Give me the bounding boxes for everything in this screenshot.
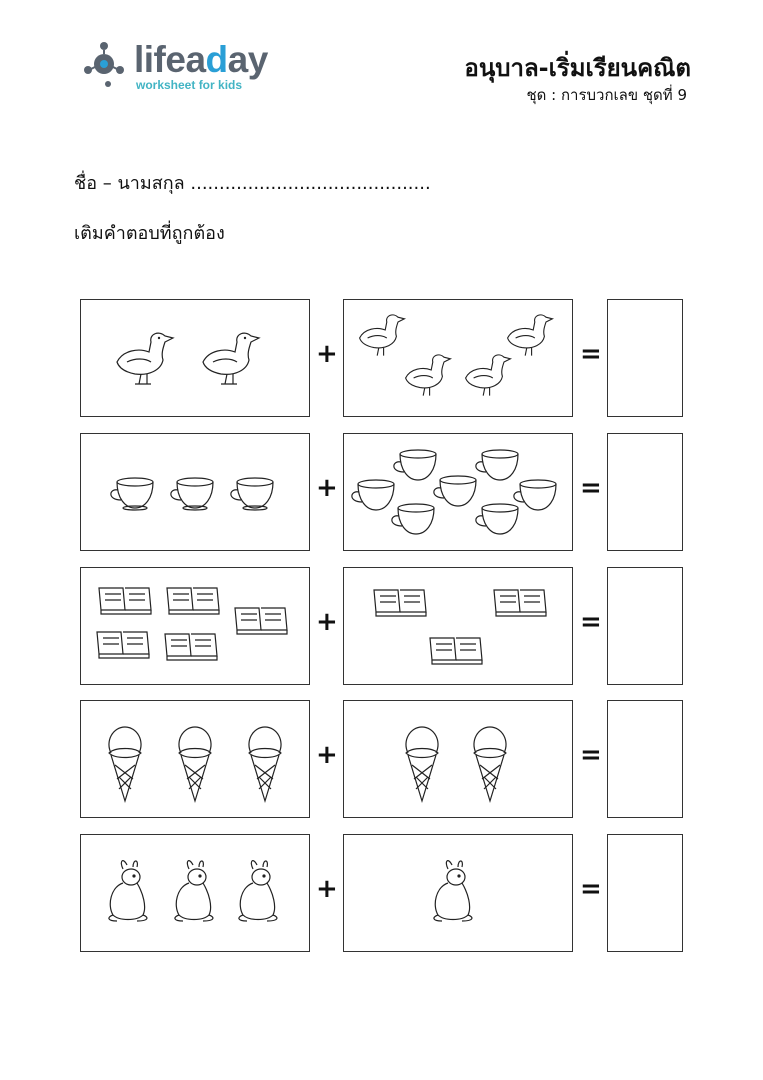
duck-icon — [466, 355, 511, 396]
problem-row — [80, 433, 684, 551]
equals-sign: = — [580, 473, 602, 503]
worksheet-title: อนุบาล-เริ่มเรียนคณิต — [464, 54, 691, 82]
answer-box[interactable] — [607, 433, 683, 551]
ice-cream-cone-icon — [109, 727, 141, 801]
logo — [82, 38, 282, 98]
left-picture-box — [80, 700, 310, 818]
rabbit-icon — [239, 861, 277, 921]
ice-cream-cone-icon — [474, 727, 506, 801]
problem-row — [80, 299, 684, 417]
duck-icon — [117, 333, 173, 384]
instruction-text: เติมคำตอบที่ถูกต้อง — [74, 223, 225, 244]
left-picture-box — [80, 567, 310, 685]
rabbit-icon — [434, 861, 472, 921]
rabbit-icon — [175, 861, 213, 921]
problem-row — [80, 700, 684, 818]
plus-sign: + — [316, 607, 338, 637]
duck-icon — [508, 315, 553, 356]
plus-sign: + — [316, 473, 338, 503]
equals-sign: = — [580, 874, 602, 904]
left-picture-box — [80, 433, 310, 551]
equals-sign: = — [580, 339, 602, 369]
plus-sign: + — [316, 874, 338, 904]
equals-sign: = — [580, 740, 602, 770]
problem-row — [80, 567, 684, 685]
book-icon — [494, 590, 546, 616]
equals-sign: = — [580, 607, 602, 637]
answer-box[interactable] — [607, 567, 683, 685]
book-icon — [167, 588, 219, 614]
right-picture-box — [343, 834, 573, 952]
book-icon — [374, 590, 426, 616]
ice-cream-cone-icon — [249, 727, 281, 801]
right-picture-box — [343, 433, 573, 551]
logo-wordmark: lifeaday — [134, 39, 268, 80]
right-picture-box — [343, 299, 573, 417]
book-icon — [165, 634, 217, 660]
cup-icon — [111, 478, 153, 510]
right-picture-box — [343, 567, 573, 685]
problem-row — [80, 834, 684, 952]
cup-icon — [434, 476, 476, 506]
cup-icon — [514, 480, 556, 510]
plus-sign: + — [316, 339, 338, 369]
rabbit-icon — [109, 861, 147, 921]
cup-icon — [392, 504, 434, 534]
ice-cream-cone-icon — [406, 727, 438, 801]
worksheet-subtitle: ชุด : การบวกเลข ชุดที่ 9 — [526, 86, 687, 104]
right-picture-box — [343, 700, 573, 818]
duck-icon — [360, 315, 405, 356]
left-picture-box — [80, 299, 310, 417]
book-icon — [99, 588, 151, 614]
plus-sign: + — [316, 740, 338, 770]
duck-icon — [203, 333, 259, 384]
book-icon — [235, 608, 287, 634]
book-icon — [97, 632, 149, 658]
ice-cream-cone-icon — [179, 727, 211, 801]
answer-box[interactable] — [607, 299, 683, 417]
left-picture-box — [80, 834, 310, 952]
answer-box[interactable] — [607, 700, 683, 818]
molecule-logo-icon — [82, 40, 130, 88]
cup-icon — [171, 478, 213, 510]
cup-icon — [476, 504, 518, 534]
answer-box[interactable] — [607, 834, 683, 952]
cup-icon — [394, 450, 436, 480]
name-field[interactable]: ชื่อ – นามสกุล .......................................... — [74, 173, 431, 194]
cup-icon — [352, 480, 394, 510]
book-icon — [430, 638, 482, 664]
cup-icon — [476, 450, 518, 480]
cup-icon — [231, 478, 273, 510]
logo-tagline: worksheet for kids — [136, 78, 243, 92]
duck-icon — [406, 355, 451, 396]
